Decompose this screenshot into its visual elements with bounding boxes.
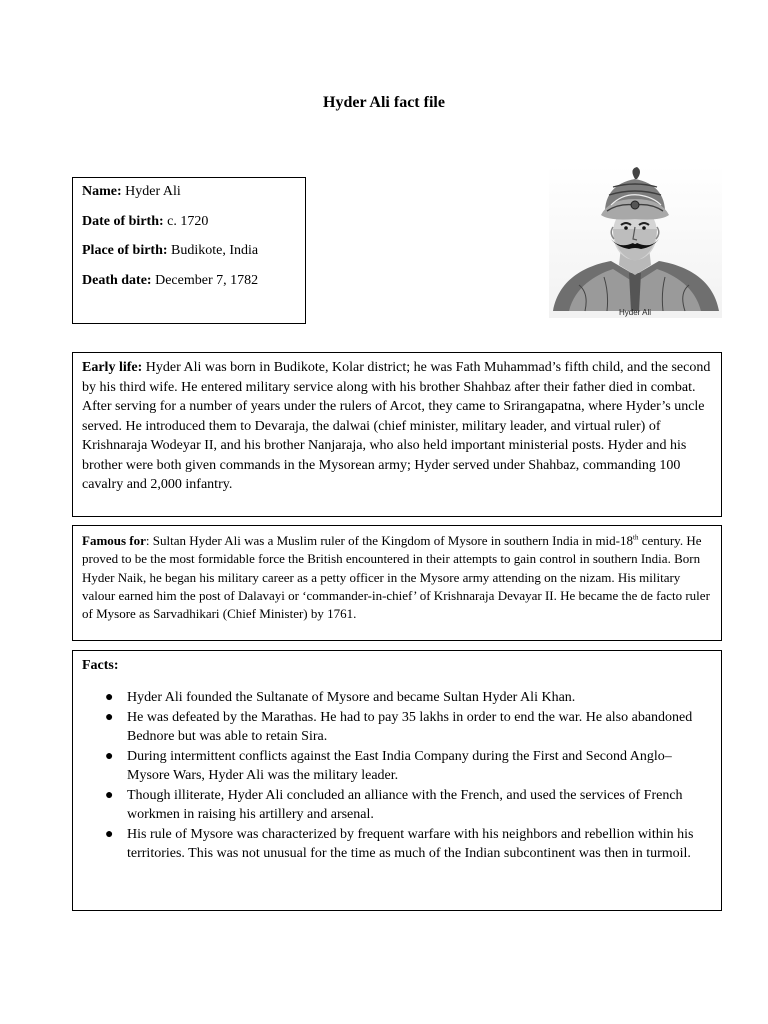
death-row bbox=[82, 272, 296, 290]
early-life-box bbox=[72, 352, 722, 517]
early-life-label: Early life: bbox=[82, 360, 143, 375]
info-box bbox=[72, 177, 306, 324]
fact-text: Hyder Ali founded the Sultanate of Mysore and became Sultan Hyder Ali Khan. bbox=[127, 690, 576, 705]
page-title: Hyder Ali fact file bbox=[323, 94, 445, 111]
list-item bbox=[105, 688, 712, 708]
bullet-icon: ● bbox=[105, 709, 114, 725]
bullet-icon: ● bbox=[105, 690, 114, 705]
list-item bbox=[105, 786, 712, 825]
pob-value: Budikote, India bbox=[167, 243, 259, 258]
fact-text: His rule of Mysore was characterized by frequent warfare with his neighbors and rebellion within his territories. This was not unusual for the time as much of the Indian subcontinent was then in turmoil. bbox=[127, 826, 694, 861]
bullet-icon: ● bbox=[105, 826, 114, 842]
bullet-icon: ● bbox=[105, 748, 114, 764]
portrait-engraving-icon bbox=[549, 165, 722, 318]
famous-for-box bbox=[72, 525, 722, 641]
facts-list bbox=[82, 688, 712, 864]
famous-for-text-b: century. He proved to be the most formidable force the British encountered in their attempts to gain control in southern India. Born Hyder Naik, he began his military career as a petty officer in the Mysore army attending on the nizam. His military valour earned him the post of Dalavayi or ‘commander-in-chief’ of Krishnaraja Devayar II. He became the de facto ruler of Mysore as Sarvadhikari (Chief Minister) by 1761. bbox=[82, 533, 710, 622]
pob-row bbox=[82, 242, 296, 260]
dob-row bbox=[82, 213, 296, 231]
facts-label: Facts: bbox=[82, 658, 119, 673]
fact-text: Though illiterate, Hyder Ali concluded an alliance with the French, and used the services of French workmen in raising his artillery and arsenal. bbox=[127, 787, 683, 822]
early-life-paragraph bbox=[82, 358, 712, 495]
death-value: December 7, 1782 bbox=[151, 272, 259, 288]
name-label: Name: bbox=[82, 184, 122, 199]
famous-for-text-a: : Sultan Hyder Ali was a Muslim ruler of the Kingdom of Mysore in southern India in mid-18 bbox=[145, 533, 633, 548]
portrait-image bbox=[549, 165, 722, 318]
famous-for-paragraph bbox=[82, 532, 712, 623]
bullet-icon: ● bbox=[105, 787, 114, 803]
famous-for-label: Famous for bbox=[82, 533, 146, 548]
fact-text: He was defeated by the Marathas. He had to pay 35 lakhs in order to end the war. He also abandoned Bednore but was able to retain Sira. bbox=[127, 709, 693, 744]
list-item bbox=[105, 825, 712, 864]
famous-for-superscript: th bbox=[633, 533, 639, 542]
name-row bbox=[82, 183, 296, 201]
list-item bbox=[105, 747, 712, 786]
facts-box bbox=[72, 650, 722, 911]
death-label: Death date: bbox=[82, 272, 152, 288]
portrait-caption: Hyder Ali bbox=[618, 308, 652, 317]
pob-label: Place of birth: bbox=[82, 243, 168, 258]
list-item bbox=[105, 708, 712, 747]
dob-label: Date of birth: bbox=[82, 213, 164, 229]
name-value: Hyder Ali bbox=[121, 184, 181, 199]
early-life-text: Hyder Ali was born in Budikote, Kolar district; he was Fath Muhammad’s fifth child, and the second by his third wife. He entered military service along with his brother Shahbaz after their father died in combat. After serving for a number of years under the rulers of Arcot, they came to Srirangapatna, where Hyder’s uncle served. He introduced them to Devaraja, the dalwai (chief minister, military leader, and virtual ruler) of Krishnaraja Wodeyar II, and his brother Nanjaraja, who also held important ministerial posts. Hyder and his brother were both given commands in the Mysorean army; Hyder served under Shahbaz, commanding 100 cavalry and 2,000 infantry. bbox=[82, 360, 711, 492]
fact-text: During intermittent conflicts against the East India Company during the First and Second Anglo–Mysore Wars, Hyder Ali was the military leader. bbox=[127, 748, 672, 783]
dob-value: c. 1720 bbox=[163, 213, 209, 229]
